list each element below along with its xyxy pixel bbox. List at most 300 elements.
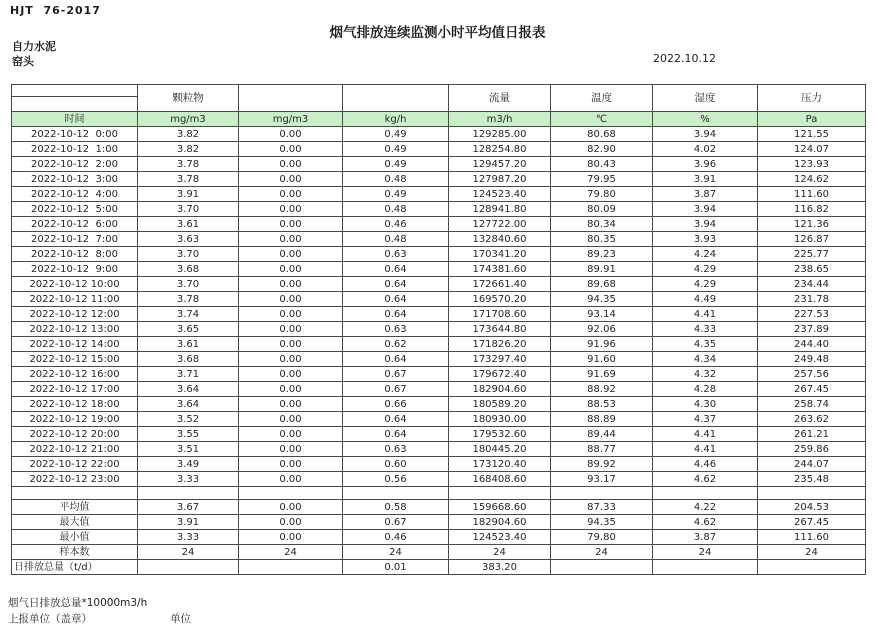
time-cell: 2022-10-12 16:00	[12, 367, 138, 382]
table-row	[12, 232, 866, 247]
value-cell: 0.00	[239, 187, 343, 202]
value-cell: 0.49	[343, 157, 449, 172]
value-cell: 3.87	[653, 187, 758, 202]
summary-value-cell: 3.91	[138, 515, 239, 530]
table-row	[12, 172, 866, 187]
value-cell: 0.64	[343, 307, 449, 322]
header-cell-blank	[12, 85, 138, 97]
value-cell: 124.62	[758, 172, 866, 187]
value-cell: 0.00	[239, 397, 343, 412]
value-cell: 0.48	[343, 202, 449, 217]
spacer-cell	[449, 487, 551, 500]
value-cell: 180930.00	[449, 412, 551, 427]
value-cell: 0.60	[343, 457, 449, 472]
value-cell: 127987.20	[449, 172, 551, 187]
value-cell: 3.49	[138, 457, 239, 472]
value-cell: 4.46	[653, 457, 758, 472]
spacer-cell	[551, 487, 653, 500]
header-cell-blank	[239, 85, 343, 112]
table-row	[12, 202, 866, 217]
table-row	[12, 157, 866, 172]
summary-value-cell: 267.45	[758, 515, 866, 530]
value-cell: 3.93	[653, 232, 758, 247]
value-cell: 0.49	[343, 187, 449, 202]
summary-value-cell	[551, 560, 653, 575]
table-row	[12, 307, 866, 322]
value-cell: 80.35	[551, 232, 653, 247]
time-cell: 2022-10-12 0:00	[12, 127, 138, 142]
value-cell: 0.66	[343, 397, 449, 412]
time-cell: 2022-10-12 7:00	[12, 232, 138, 247]
summary-value-cell: 94.35	[551, 515, 653, 530]
value-cell: 171826.20	[449, 337, 551, 352]
value-cell: 79.95	[551, 172, 653, 187]
value-cell: 88.77	[551, 442, 653, 457]
company-name: 自力水泥	[12, 40, 56, 53]
summary-value-cell: 79.80	[551, 530, 653, 545]
value-cell: 4.32	[653, 367, 758, 382]
header-cell-pressure: 压力	[758, 85, 866, 112]
value-cell: 88.92	[551, 382, 653, 397]
value-cell: 0.00	[239, 427, 343, 442]
unit-cell: mg/m3	[239, 112, 343, 127]
summary-value-cell: 3.67	[138, 500, 239, 515]
value-cell: 4.41	[653, 427, 758, 442]
value-cell: 88.89	[551, 412, 653, 427]
value-cell: 4.28	[653, 382, 758, 397]
value-cell: 0.00	[239, 172, 343, 187]
unit-cell: ℃	[551, 112, 653, 127]
value-cell: 0.00	[239, 337, 343, 352]
value-cell: 3.91	[653, 172, 758, 187]
summary-row	[12, 500, 866, 515]
value-cell: 0.00	[239, 442, 343, 457]
value-cell: 267.45	[758, 382, 866, 397]
footer-note: 烟气日排放总量*10000m3/h	[8, 597, 148, 609]
time-cell: 2022-10-12 19:00	[12, 412, 138, 427]
summary-value-cell: 0.00	[239, 515, 343, 530]
value-cell: 0.64	[343, 292, 449, 307]
value-cell: 3.68	[138, 262, 239, 277]
summary-value-cell: 0.58	[343, 500, 449, 515]
table-row	[12, 457, 866, 472]
table-row	[12, 442, 866, 457]
value-cell: 79.80	[551, 187, 653, 202]
value-cell: 3.82	[138, 142, 239, 157]
page-title: 烟气排放连续监测小时平均值日报表	[329, 25, 546, 41]
summary-value-cell: 182904.60	[449, 515, 551, 530]
spacer-cell	[138, 487, 239, 500]
value-cell: 3.63	[138, 232, 239, 247]
summary-value-cell	[758, 560, 866, 575]
group-header-row	[12, 85, 866, 97]
time-cell: 2022-10-12 12:00	[12, 307, 138, 322]
summary-value-cell	[138, 560, 239, 575]
value-cell: 171708.60	[449, 307, 551, 322]
value-cell: 180445.20	[449, 442, 551, 457]
value-cell: 93.14	[551, 307, 653, 322]
value-cell: 3.96	[653, 157, 758, 172]
table-row	[12, 292, 866, 307]
summary-value-cell: 24	[653, 545, 758, 560]
value-cell: 3.70	[138, 247, 239, 262]
value-cell: 259.86	[758, 442, 866, 457]
time-cell: 2022-10-12 5:00	[12, 202, 138, 217]
value-cell: 92.06	[551, 322, 653, 337]
value-cell: 172661.40	[449, 277, 551, 292]
value-cell: 0.64	[343, 412, 449, 427]
value-cell: 4.30	[653, 397, 758, 412]
value-cell: 0.67	[343, 382, 449, 397]
summary-row	[12, 515, 866, 530]
value-cell: 0.00	[239, 247, 343, 262]
value-cell: 0.67	[343, 367, 449, 382]
summary-label-cell: 最小值	[12, 530, 138, 545]
time-cell: 2022-10-12 20:00	[12, 427, 138, 442]
summary-label-cell: 日排放总量（t/d）	[12, 560, 138, 575]
summary-label-cell: 样本数	[12, 545, 138, 560]
header-cell-particulate: 颗粒物	[138, 85, 239, 112]
value-cell: 3.55	[138, 427, 239, 442]
value-cell: 4.24	[653, 247, 758, 262]
summary-row	[12, 545, 866, 560]
value-cell: 258.74	[758, 397, 866, 412]
value-cell: 0.00	[239, 217, 343, 232]
value-cell: 4.33	[653, 322, 758, 337]
value-cell: 89.68	[551, 277, 653, 292]
value-cell: 0.56	[343, 472, 449, 487]
unit-cell: mg/m3	[138, 112, 239, 127]
value-cell: 0.00	[239, 232, 343, 247]
value-cell: 227.53	[758, 307, 866, 322]
summary-value-cell: 204.53	[758, 500, 866, 515]
value-cell: 257.56	[758, 367, 866, 382]
doc-code: HJT 76-2017	[10, 4, 101, 17]
summary-value-cell: 24	[239, 545, 343, 560]
time-cell: 2022-10-12 18:00	[12, 397, 138, 412]
time-cell: 2022-10-12 11:00	[12, 292, 138, 307]
spacer-cell	[12, 487, 138, 500]
value-cell: 0.00	[239, 382, 343, 397]
unit-cell: kg/h	[343, 112, 449, 127]
report-unit-label: 上报单位（盖章）	[8, 613, 92, 625]
summary-row	[12, 560, 866, 575]
value-cell: 89.92	[551, 457, 653, 472]
value-cell: 3.52	[138, 412, 239, 427]
value-cell: 3.78	[138, 172, 239, 187]
summary-value-cell: 24	[449, 545, 551, 560]
value-cell: 121.55	[758, 127, 866, 142]
table-row	[12, 322, 866, 337]
value-cell: 80.09	[551, 202, 653, 217]
value-cell: 129285.00	[449, 127, 551, 142]
value-cell: 89.23	[551, 247, 653, 262]
value-cell: 3.64	[138, 397, 239, 412]
summary-value-cell: 3.87	[653, 530, 758, 545]
value-cell: 0.00	[239, 157, 343, 172]
table-row	[12, 217, 866, 232]
header-cell-temperature: 温度	[551, 85, 653, 112]
table-row	[12, 427, 866, 442]
value-cell: 4.29	[653, 277, 758, 292]
time-cell: 2022-10-12 17:00	[12, 382, 138, 397]
value-cell: 4.62	[653, 472, 758, 487]
table-row	[12, 352, 866, 367]
value-cell: 124.07	[758, 142, 866, 157]
time-cell: 2022-10-12 3:00	[12, 172, 138, 187]
time-cell: 2022-10-12 23:00	[12, 472, 138, 487]
time-cell: 2022-10-12 13:00	[12, 322, 138, 337]
time-cell: 2022-10-12 6:00	[12, 217, 138, 232]
value-cell: 3.33	[138, 472, 239, 487]
value-cell: 93.17	[551, 472, 653, 487]
summary-value-cell: 0.01	[343, 560, 449, 575]
value-cell: 179672.40	[449, 367, 551, 382]
table-row	[12, 397, 866, 412]
summary-value-cell: 124523.40	[449, 530, 551, 545]
value-cell: 3.78	[138, 157, 239, 172]
value-cell: 3.94	[653, 127, 758, 142]
time-cell: 2022-10-12 15:00	[12, 352, 138, 367]
value-cell: 169570.20	[449, 292, 551, 307]
value-cell: 128941.80	[449, 202, 551, 217]
value-cell: 261.21	[758, 427, 866, 442]
value-cell: 170341.20	[449, 247, 551, 262]
summary-value-cell: 24	[343, 545, 449, 560]
value-cell: 80.43	[551, 157, 653, 172]
value-cell: 111.60	[758, 187, 866, 202]
value-cell: 127722.00	[449, 217, 551, 232]
table-body	[12, 127, 866, 575]
summary-value-cell	[653, 560, 758, 575]
value-cell: 3.68	[138, 352, 239, 367]
value-cell: 0.00	[239, 142, 343, 157]
value-cell: 0.00	[239, 292, 343, 307]
table-row	[12, 127, 866, 142]
value-cell: 132840.60	[449, 232, 551, 247]
value-cell: 179532.60	[449, 427, 551, 442]
value-cell: 0.00	[239, 202, 343, 217]
value-cell: 3.51	[138, 442, 239, 457]
value-cell: 0.63	[343, 247, 449, 262]
summary-value-cell: 87.33	[551, 500, 653, 515]
summary-value-cell: 0.46	[343, 530, 449, 545]
value-cell: 235.48	[758, 472, 866, 487]
spacer-cell	[653, 487, 758, 500]
time-cell: 2022-10-12 9:00	[12, 262, 138, 277]
report-table	[11, 84, 866, 575]
report-table-wrapper	[11, 84, 866, 575]
summary-value-cell: 111.60	[758, 530, 866, 545]
summary-value-cell	[239, 560, 343, 575]
value-cell: 128254.80	[449, 142, 551, 157]
spacer-cell	[239, 487, 343, 500]
value-cell: 0.00	[239, 457, 343, 472]
table-row	[12, 142, 866, 157]
time-cell: 2022-10-12 10:00	[12, 277, 138, 292]
value-cell: 0.00	[239, 262, 343, 277]
value-cell: 116.82	[758, 202, 866, 217]
value-cell: 4.02	[653, 142, 758, 157]
value-cell: 3.78	[138, 292, 239, 307]
table-row	[12, 247, 866, 262]
value-cell: 0.00	[239, 352, 343, 367]
table-row	[12, 262, 866, 277]
value-cell: 4.34	[653, 352, 758, 367]
summary-value-cell: 24	[758, 545, 866, 560]
station-name: 窑头	[12, 55, 34, 68]
value-cell: 91.60	[551, 352, 653, 367]
value-cell: 126.87	[758, 232, 866, 247]
summary-value-cell: 24	[138, 545, 239, 560]
value-cell: 94.35	[551, 292, 653, 307]
value-cell: 234.44	[758, 277, 866, 292]
spacer-cell	[758, 487, 866, 500]
unit-label: 单位	[170, 613, 191, 625]
value-cell: 249.48	[758, 352, 866, 367]
summary-value-cell: 24	[551, 545, 653, 560]
value-cell: 0.48	[343, 172, 449, 187]
value-cell: 244.07	[758, 457, 866, 472]
value-cell: 4.41	[653, 442, 758, 457]
unit-cell-time: 时间	[12, 112, 138, 127]
summary-value-cell: 159668.60	[449, 500, 551, 515]
time-cell: 2022-10-12 14:00	[12, 337, 138, 352]
value-cell: 89.44	[551, 427, 653, 442]
header-cell-humidity: 湿度	[653, 85, 758, 112]
table-row	[12, 277, 866, 292]
value-cell: 0.00	[239, 367, 343, 382]
value-cell: 80.34	[551, 217, 653, 232]
value-cell: 0.49	[343, 127, 449, 142]
value-cell: 180589.20	[449, 397, 551, 412]
summary-value-cell: 4.62	[653, 515, 758, 530]
value-cell: 244.40	[758, 337, 866, 352]
value-cell: 0.00	[239, 472, 343, 487]
unit-header-row	[12, 112, 866, 127]
value-cell: 129457.20	[449, 157, 551, 172]
value-cell: 3.70	[138, 277, 239, 292]
value-cell: 3.82	[138, 127, 239, 142]
value-cell: 4.29	[653, 262, 758, 277]
value-cell: 0.63	[343, 322, 449, 337]
time-cell: 2022-10-12 4:00	[12, 187, 138, 202]
spacer-row	[12, 487, 866, 500]
value-cell: 0.64	[343, 352, 449, 367]
value-cell: 4.35	[653, 337, 758, 352]
value-cell: 4.49	[653, 292, 758, 307]
value-cell: 173297.40	[449, 352, 551, 367]
table-row	[12, 412, 866, 427]
value-cell: 0.64	[343, 427, 449, 442]
value-cell: 124523.40	[449, 187, 551, 202]
value-cell: 82.90	[551, 142, 653, 157]
summary-label-cell: 最大值	[12, 515, 138, 530]
value-cell: 0.00	[239, 307, 343, 322]
table-row	[12, 187, 866, 202]
table-row	[12, 382, 866, 397]
summary-row	[12, 530, 866, 545]
value-cell: 88.53	[551, 397, 653, 412]
table-row	[12, 472, 866, 487]
value-cell: 0.00	[239, 127, 343, 142]
value-cell: 4.41	[653, 307, 758, 322]
value-cell: 168408.60	[449, 472, 551, 487]
value-cell: 121.36	[758, 217, 866, 232]
value-cell: 0.00	[239, 277, 343, 292]
value-cell: 225.77	[758, 247, 866, 262]
value-cell: 3.61	[138, 217, 239, 232]
value-cell: 174381.60	[449, 262, 551, 277]
summary-value-cell: 0.00	[239, 530, 343, 545]
summary-value-cell: 3.33	[138, 530, 239, 545]
value-cell: 231.78	[758, 292, 866, 307]
value-cell: 0.64	[343, 262, 449, 277]
unit-cell: %	[653, 112, 758, 127]
value-cell: 3.65	[138, 322, 239, 337]
value-cell: 3.91	[138, 187, 239, 202]
value-cell: 0.00	[239, 322, 343, 337]
table-row	[12, 337, 866, 352]
summary-label-cell: 平均值	[12, 500, 138, 515]
unit-cell: Pa	[758, 112, 866, 127]
header-cell-blank	[343, 85, 449, 112]
value-cell: 3.94	[653, 217, 758, 232]
value-cell: 3.64	[138, 382, 239, 397]
unit-cell: m3/h	[449, 112, 551, 127]
value-cell: 3.71	[138, 367, 239, 382]
value-cell: 0.64	[343, 277, 449, 292]
value-cell: 3.70	[138, 202, 239, 217]
value-cell: 0.00	[239, 412, 343, 427]
value-cell: 0.63	[343, 442, 449, 457]
time-cell: 2022-10-12 1:00	[12, 142, 138, 157]
table-row	[12, 367, 866, 382]
time-cell: 2022-10-12 2:00	[12, 157, 138, 172]
value-cell: 0.46	[343, 217, 449, 232]
time-cell: 2022-10-12 8:00	[12, 247, 138, 262]
value-cell: 4.37	[653, 412, 758, 427]
value-cell: 89.91	[551, 262, 653, 277]
time-cell: 2022-10-12 21:00	[12, 442, 138, 457]
value-cell: 0.62	[343, 337, 449, 352]
value-cell: 238.65	[758, 262, 866, 277]
value-cell: 3.74	[138, 307, 239, 322]
value-cell: 173644.80	[449, 322, 551, 337]
report-date: 2022.10.12	[653, 52, 716, 65]
value-cell: 0.48	[343, 232, 449, 247]
spacer-cell	[343, 487, 449, 500]
summary-value-cell: 383.20	[449, 560, 551, 575]
summary-value-cell: 0.00	[239, 500, 343, 515]
time-cell: 2022-10-12 22:00	[12, 457, 138, 472]
value-cell: 263.62	[758, 412, 866, 427]
value-cell: 3.94	[653, 202, 758, 217]
header-cell-blank	[12, 97, 138, 112]
value-cell: 0.49	[343, 142, 449, 157]
summary-value-cell: 0.67	[343, 515, 449, 530]
value-cell: 182904.60	[449, 382, 551, 397]
value-cell: 123.93	[758, 157, 866, 172]
value-cell: 173120.40	[449, 457, 551, 472]
header-cell-flow: 流量	[449, 85, 551, 112]
summary-value-cell: 4.22	[653, 500, 758, 515]
value-cell: 237.89	[758, 322, 866, 337]
value-cell: 91.69	[551, 367, 653, 382]
value-cell: 80.68	[551, 127, 653, 142]
value-cell: 91.96	[551, 337, 653, 352]
value-cell: 3.61	[138, 337, 239, 352]
